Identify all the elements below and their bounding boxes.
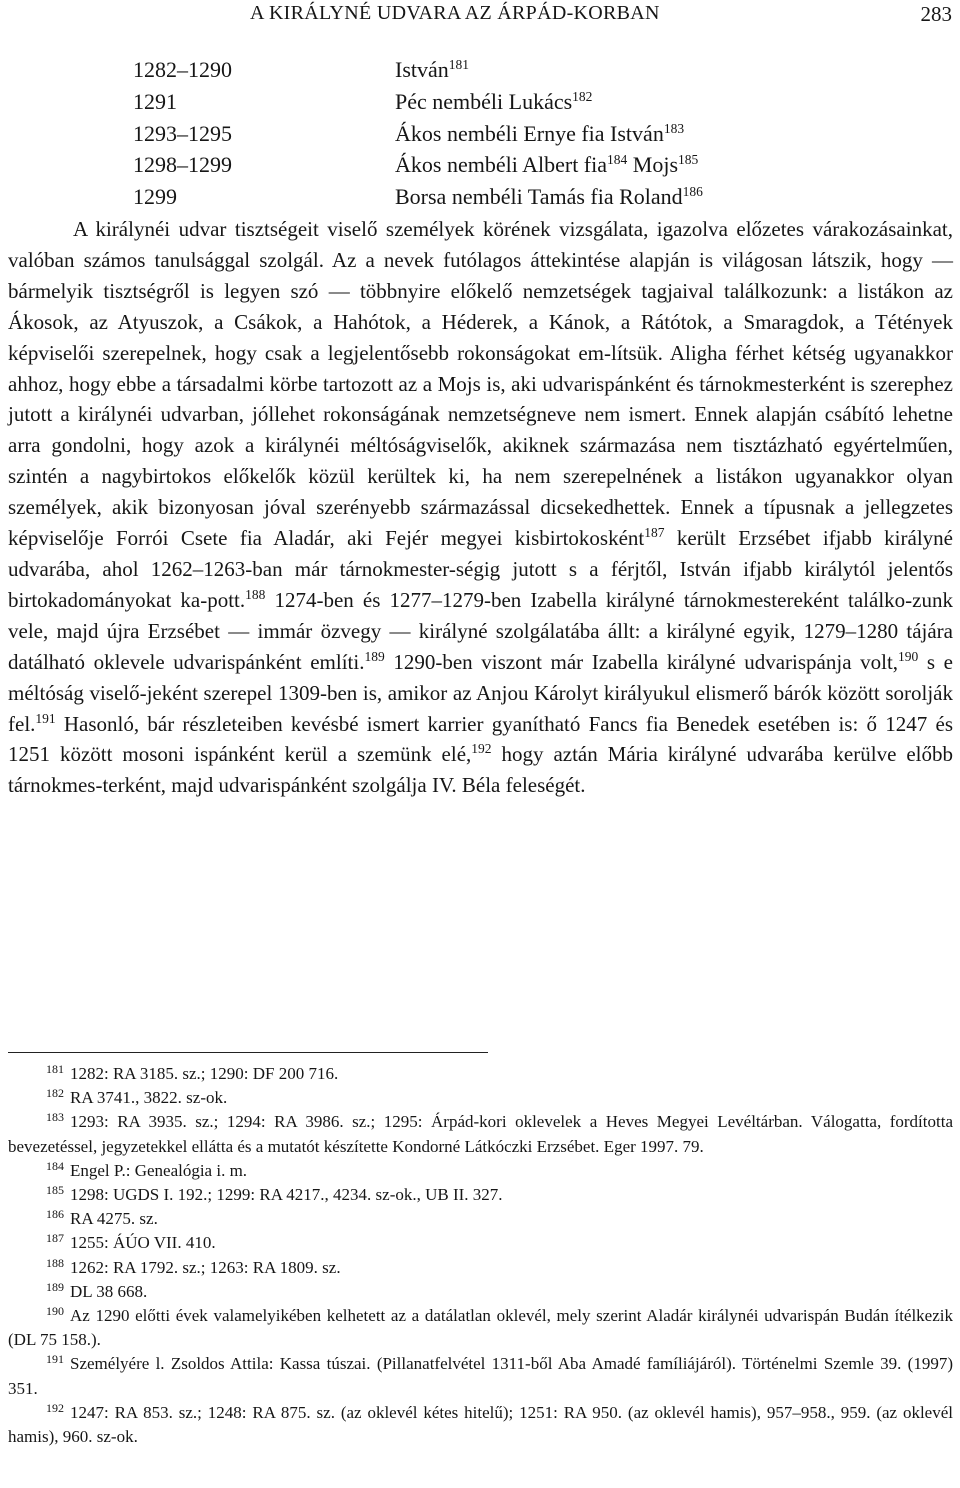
footnote [8, 1086, 953, 1110]
footnote-number: 183 [46, 1110, 64, 1125]
list-item-name: Péc nembéli Lukács$^{182}$ [395, 88, 593, 114]
footnote [8, 1352, 953, 1400]
footnote-text: RA 4275. sz. [70, 1209, 158, 1229]
footnote-ref: 181 [448, 57, 470, 72]
footnote-number: 191 [46, 1352, 64, 1367]
footnote-number: 181 [46, 1062, 64, 1076]
footnote-ref: 187 [644, 525, 665, 541]
list-item-years: 1298–1299 [133, 152, 232, 178]
footnote [8, 1231, 953, 1255]
list-item-years: 1293–1295 [133, 120, 232, 146]
footnote-divider [8, 1052, 488, 1053]
footnote-number: 189 [46, 1279, 64, 1294]
footnote-number: 192 [46, 1400, 64, 1415]
footnote-ref: 186 [682, 184, 703, 200]
footnote-ref: 189 [364, 648, 385, 664]
list-item [133, 86, 953, 118]
footnote [8, 1207, 953, 1231]
footnote [8, 1280, 953, 1304]
body-text [8, 214, 953, 801]
footnote [8, 1256, 953, 1280]
footnote-ref: 185 [678, 152, 699, 168]
footnotes [8, 1062, 953, 1449]
footnote [8, 1110, 953, 1158]
footnote-text: Engel P.: Genealógia i. m. [70, 1160, 248, 1180]
footnote-text: RA 3741., 3822. sz-ok. [70, 1088, 228, 1108]
footnote-text: 1247: RA 853. sz.; 1248: RA 875. sz. (az oklevél kétes hitelű); 1251: RA 950. (az oklevél hamis), 957–958., 959. (az oklevél hamis), 960. sz-ok. [8, 1402, 953, 1447]
list-item-years: 1299 [133, 184, 177, 210]
footnote-text: 1298: UGDS I. 192.; 1299: RA 4217., 4234. sz-ok., UB II. 327. [70, 1185, 503, 1205]
footnote-number: 188 [46, 1255, 64, 1270]
footnote-text: 1293: RA 3935. sz.; 1294: RA 3986. sz.; 1295: Árpád-kori oklevelek a Heves Megyei Levéltárban. Válogatta, fordította bevezetéssel, jegyzetekkel ellátta és a mutatót készítette Kondorné Látkóczki Erzsébet. Eger 1997. 79. [8, 1112, 953, 1156]
footnote-text: 1262: RA 1792. sz.; 1263: RA 1809. sz. [70, 1257, 341, 1277]
list-item-name: Ákos nembéli Albert fia$^{184}$ Mojs$^{185}$ [395, 152, 699, 178]
footnote [8, 1062, 953, 1086]
footnote-ref: 191 [35, 710, 56, 726]
footnote-number: 187 [46, 1231, 64, 1246]
page-header [0, 2, 960, 32]
footnote-ref: 188 [245, 586, 266, 602]
list-item [133, 54, 953, 86]
footnote-ref: 182 [572, 88, 593, 104]
footnote-ref: 190 [898, 648, 919, 664]
footnote-text: Az 1290 előtti évek valamelyikében kelhetett az a datálatlan oklevél, mely szerint Aladár királynéi udvarispán Budán ítélkezik (DL 75 158.). [8, 1306, 953, 1350]
body-paragraph: A királynéi udvar tisztségeit viselő személyek körének vizsgálata, igazolva előzetes várakozásainkat, valóban számos tanulsággal szolgál. Az a nevek futólagos áttekintése alapján is világosan látszik, hogy — bármelyik tisztségről is legyen szó — többnyire előkelő nemzetségek tagjaival találkozunk: a listákon az Ákosok, az Atyuszok, a Csákok, a Hahótok, a Héderek, a Kánok, a Rátótok, a Smaragdok, a Tétények képviselői szerepelnek, hogy csak a legjelentősebb rokonságokat em-lítsük. Aligha férhet kétség ugyanakkor ahhoz, hogy ebbe a társadalmi körbe tartozott az a Mojs is, aki udvarispánként és tárnokmesterként is szerephez jutott a királynéi udvarban, jóllehet rokonságának nemzetségneve nem ismert. Ennek alapján csábító lehetne arra gondolni, hogy azok a királynéi méltóságviselők, akiknek származása nem tisztázható egyértelműen, szintén a nagybirtokos előkelők közül kerültek ki, ha nem szerepelnének a listákon ugyanakkor olyan személyek, akik bizonyosan jóval szerényebb származással dicsekedhettek. Ennek a típusnak a jellegzetes képviselője Forrói Csete fia Aladár, aki Fejér megyei kisbirtokosként$^{187}$ került Erzsébet ifjabb királyné udvarába, ahol 1262–1263-ban már tárnokmester-ségig jutott s a férjtől, István ifjabb királytól jelentős birtokadományokat ka-pott.$^{188}$ 1274-ben és 1277–1279-ben Izabella királyné tárnokmestereként találko-zunk vele, majd újra Erzsébet — immár özvegy — királyné szolgálatába állt: a királyné egyik, 1279–1280 tájára datálható oklevele udvarispánként említi.$^{189}$ 1290-ben viszont már Izabella királyné udvarispánja volt,$^{190}$ s e méltóság viselő-jeként szerepel 1309-ben is, amikor az Anjou Károlyt királyukul elismerő bárók között sorolják fel.$^{191}$ Hasonló, bár részleteiben kevésbé ismert karrier gyanítható Fancs fia Benedek esetében is: ő 1247 és 1251 között mosoni ispánként kerül a szemünk elé,$^{192}$ hogy aztán Mária királyné udvarába kerülve előbb tárnokmes-terként, majd udvarispánként szolgálja IV. Béla feleségét. [8, 217, 954, 798]
footnote [8, 1401, 953, 1449]
footnote-number: 185 [46, 1183, 64, 1198]
footnote-ref: 183 [663, 120, 685, 136]
list-item [133, 118, 953, 150]
running-title: A KIRÁLYNÉ UDVARA AZ ÁRPÁD-KORBAN [250, 2, 660, 24]
list-item-years: 1291 [133, 88, 177, 114]
footnote-ref: 184 [607, 152, 628, 168]
footnote-number: 184 [46, 1158, 64, 1173]
footnote [8, 1304, 953, 1352]
footnote-ref: 192 [471, 741, 492, 757]
list-item-years: 1282–1290 [133, 57, 232, 82]
list-item [133, 181, 953, 213]
footnote-text: 1282: RA 3185. sz.; 1290: DF 200 716. [70, 1064, 339, 1083]
footnote-number: 182 [46, 1086, 64, 1101]
footnote-text: Személyére l. Zsoldos Attila: Kassa túszai. (Pillanatfelvétel 1311-ből Aba Amadé famíliájáról). Történelmi Szemle 39. (1997) 351. [8, 1354, 953, 1398]
footnote-number: 186 [46, 1207, 64, 1222]
footnote-text: 1255: ÁÚO VII. 410. [70, 1233, 216, 1253]
footnote [8, 1159, 953, 1183]
officeholder-list [133, 54, 953, 213]
list-item-name: Borsa nembéli Tamás fia Roland$^{186}$ [395, 184, 703, 210]
footnote-text: DL 38 668. [70, 1281, 148, 1301]
list-item [133, 149, 953, 181]
footnote-number: 190 [46, 1304, 64, 1319]
page-number: 283 [920, 2, 952, 26]
list-item-name: Ákos nembéli Ernye fia István$^{183}$ [395, 120, 685, 146]
list-item-name: István$^{181}$ [395, 57, 470, 82]
footnote [8, 1183, 953, 1207]
